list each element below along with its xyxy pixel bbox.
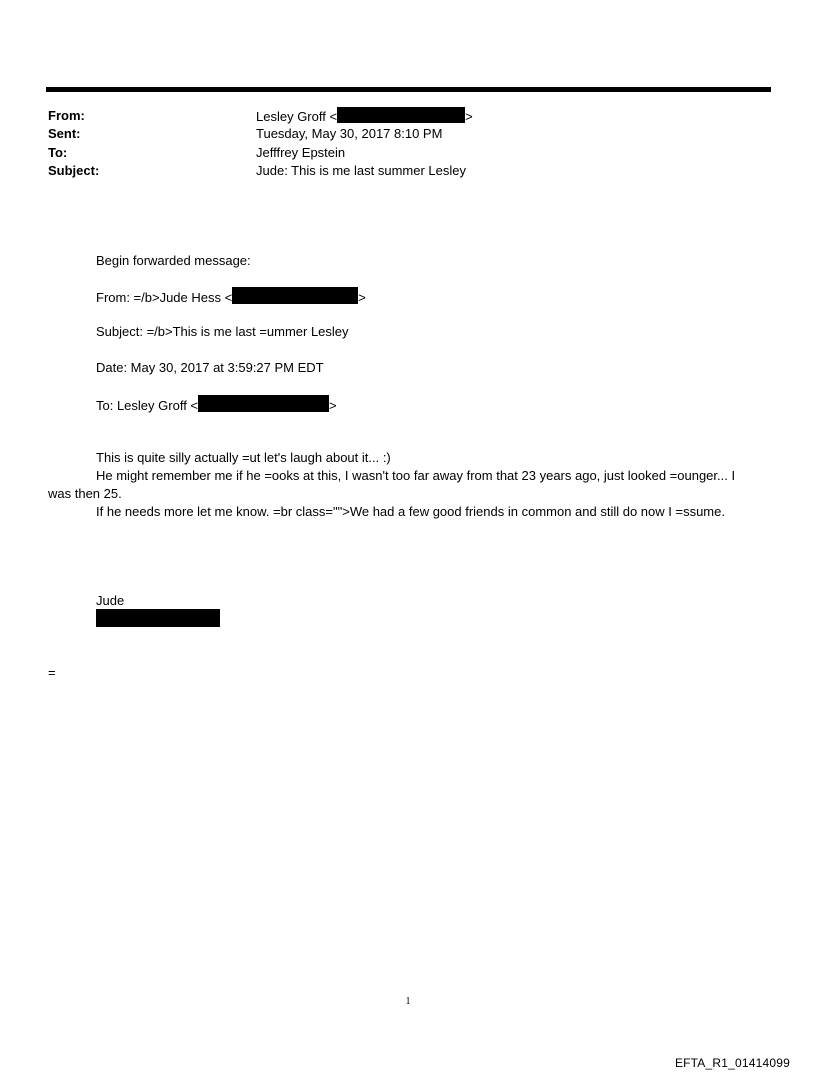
page-number: 1 xyxy=(405,996,411,1007)
from-value xyxy=(256,107,473,126)
forwarded-to-close: > xyxy=(329,398,337,413)
forwarded-to xyxy=(96,395,337,415)
redaction-box xyxy=(198,395,329,412)
sent-value: Tuesday, May 30, 2017 8:10 PM xyxy=(256,126,443,141)
trailing-char: = xyxy=(48,665,56,680)
message-line-2-wrap: was then 25. xyxy=(48,486,122,501)
redaction-box xyxy=(232,287,358,304)
message-line-3: If he needs more let me know. =br class="">We had a few good friends in common and still do now I =ssume. xyxy=(96,504,725,519)
subject-value: Jude: This is me last summer Lesley xyxy=(256,163,466,178)
sent-label: Sent: xyxy=(48,126,81,141)
signature-name: Jude xyxy=(96,593,125,608)
forwarded-to-text: To: Lesley Groff < xyxy=(96,398,199,413)
from-name: Lesley Groff < xyxy=(256,109,338,124)
to-value: Jefffrey Epstein xyxy=(256,145,346,160)
header-rule xyxy=(46,87,771,92)
forwarded-from xyxy=(96,287,366,307)
forwarded-date: Date: May 30, 2017 at 3:59:27 PM EDT xyxy=(96,360,324,375)
forwarded-intro: Begin forwarded message: xyxy=(96,253,251,268)
forwarded-subject: Subject: =/b>This is me last =ummer Lesley xyxy=(96,324,349,339)
from-label: From: xyxy=(48,108,85,123)
from-close: > xyxy=(465,109,473,124)
redaction-box xyxy=(337,107,465,123)
forwarded-from-text: From: =/b>Jude Hess < xyxy=(96,290,233,305)
subject-label: Subject: xyxy=(48,163,100,178)
forwarded-from-close: > xyxy=(358,290,366,305)
message-line-2: He might remember me if he =ooks at this, I wasn't too far away from that 23 years ago, just looked =ounger... I xyxy=(96,468,736,483)
to-label: To: xyxy=(48,145,68,160)
signature-redaction xyxy=(96,609,220,627)
bates-number: EFTA_R1_01414099 xyxy=(674,1056,790,1070)
message-line-1: This is quite silly actually =ut let's laugh about it... :) xyxy=(96,450,391,465)
